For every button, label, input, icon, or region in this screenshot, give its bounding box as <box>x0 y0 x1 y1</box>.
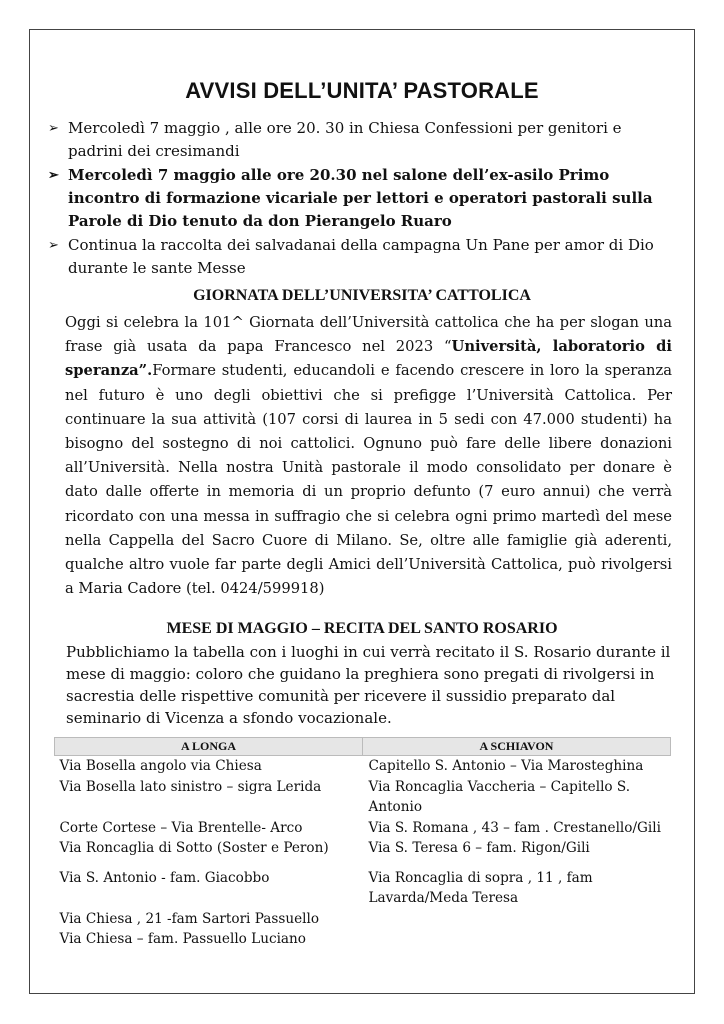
university-text-intro: Oggi si celebra la 101^ Giornata dell’Università cattolica che ha per slogan una frase già usata da papa Francesco nel 2023 “ <box>65 314 672 356</box>
table-cell: Via Roncaglia Vaccheria – Capitello S. Antonio <box>368 778 631 815</box>
notice-item <box>48 117 674 163</box>
university-text-body: Formare studenti, educandoli e facendo crescere in loro la speranza nel futuro è uno degli obiettivi che si prefigge l’Università Cattolica. Per continuare la sua attività (107 corsi di laurea in 5 sedi con 47.000 studenti) ha bisogno del sostegno di noi cattolici. Ognuno può fare delle libere donazioni all’Università. Nella nostra Unità pastorale il modo consolidato per donare è dato dalle offerte in memoria di un proprio defunto (7 euro annui) che verrà ricordato con una messa in suffragio che si celebra ogni primo martedì del mese nella Cappella del Sacro Cuore di Milano. Se, oltre alle famiglie già aderenti, qualche altro vuole far parte degli Amici dell’Università Cattolica, può rivolgersi a Maria Cadore (tel. 0424/599918) <box>65 362 672 598</box>
table-cell: Capitello S. Antonio – Via Marosteghina <box>368 758 644 774</box>
university-paragraph <box>65 311 672 601</box>
rosary-locations-table <box>54 737 671 950</box>
notice-list <box>48 117 674 281</box>
table-row <box>55 777 671 818</box>
table-row <box>55 909 671 930</box>
rosary-section-heading: MESE DI MAGGIO – RECITA DEL SANTO ROSARIO <box>166 620 558 637</box>
notice-text: Mercoledì 7 maggio alle ore 20.30 nel salone dell’ex-asilo Primo incontro di formazione vicariale per lettori e operatori pastorali sulla Parole di Dio tenuto da don Pierangelo Ruaro <box>68 166 653 230</box>
notice-item <box>48 234 674 280</box>
table-cell: Via Bosella angolo via Chiesa <box>59 758 262 774</box>
table-cell: Via Chiesa , 21 -fam Sartori Passuello <box>59 910 320 927</box>
table-cell: Corte Cortese – Via Brentelle- Arco <box>59 819 303 836</box>
university-slogan: Università, laboratorio di speranza”. <box>65 338 672 380</box>
arrow-bullet-icon: ➢ <box>48 238 59 253</box>
table-row <box>55 859 671 909</box>
column-header-longa: A LONGA <box>55 738 363 756</box>
table-cell: Via Bosella lato sinistro – sigra Lerida <box>59 778 322 795</box>
table-row <box>55 756 671 777</box>
table-cell: Via S. Teresa 6 – fam. Rigon/Gili <box>368 840 590 856</box>
table-row <box>55 838 671 859</box>
university-section-heading: GIORNATA DELL’UNIVERSITA’ CATTOLICA <box>193 287 531 304</box>
notice-item <box>48 164 674 233</box>
table-cell <box>363 909 671 930</box>
table-cell: Via S. Antonio - fam. Giacobbo <box>59 869 270 886</box>
table-row <box>55 929 671 950</box>
column-header-schiavon: A SCHIAVON <box>363 738 671 756</box>
table-cell: Via S. Romana , 43 – fam . Crestanello/Gili <box>368 819 661 836</box>
page-title: AVVISI DELL’UNITA’ PASTORALE <box>185 78 539 103</box>
table-cell: Via Chiesa – fam. Passuello Luciano <box>59 931 306 947</box>
table-cell <box>363 929 671 950</box>
notice-text: Mercoledì 7 maggio , alle ore 20. 30 in Chiesa Confessioni per genitori e padrini dei cresimandi <box>68 119 622 160</box>
rosary-paragraph: Pubblichiamo la tabella con i luoghi in cui verrà recitato il S. Rosario durante il mese di maggio: coloro che guidano la preghiera sono pregati di rivolgersi in sacrestia delle rispettive comunità per ricevere il sussidio preparato dal seminario di Vicenza a sfondo vocazionale. <box>66 643 671 727</box>
table-row <box>55 818 671 839</box>
arrow-bullet-icon: ➢ <box>48 168 59 183</box>
table-header-row <box>55 738 671 756</box>
arrow-bullet-icon: ➢ <box>48 121 59 136</box>
notice-text: Continua la raccolta dei salvadanai della campagna Un Pane per amor di Dio durante le sante Messe <box>68 236 654 277</box>
table-cell: Via Roncaglia di Sotto (Soster e Peron) <box>59 840 329 856</box>
table-cell: Via Roncaglia di sopra , 11 , fam Lavarda/Meda Teresa <box>368 869 593 906</box>
